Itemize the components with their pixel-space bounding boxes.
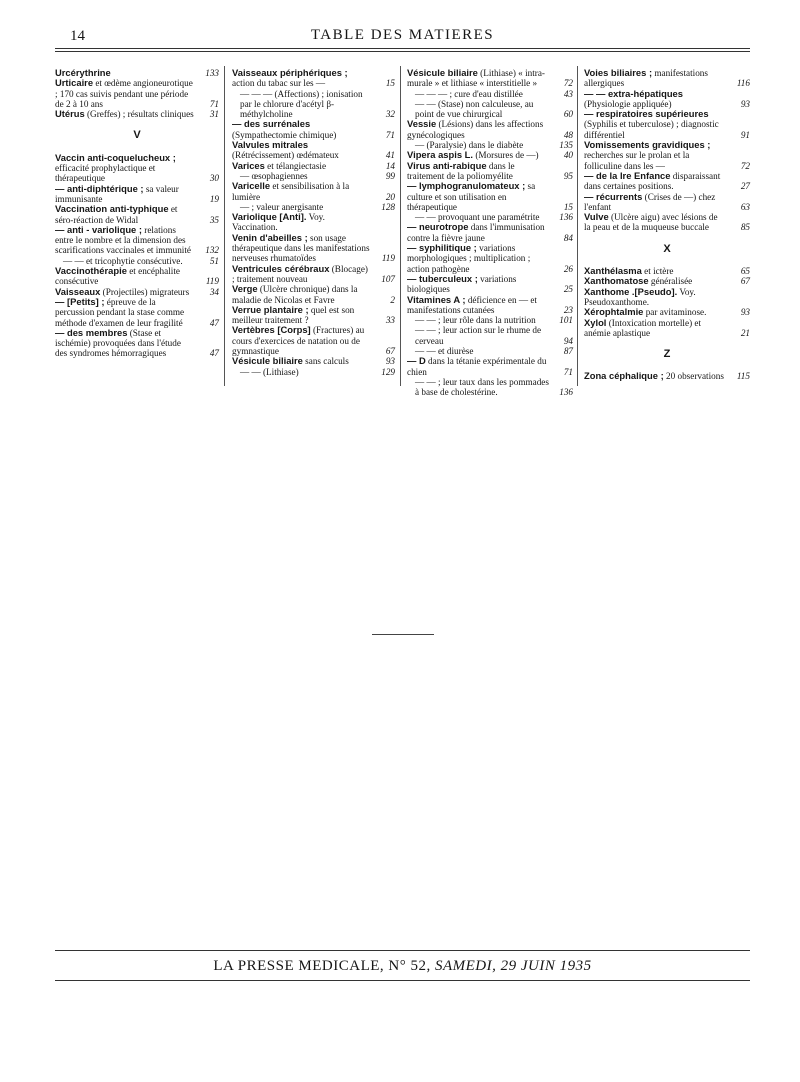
- entry-text: (Intoxication mortelle) et anémie aplastique: [584, 317, 702, 338]
- entry-headword: — anti - variolique ;: [55, 223, 142, 235]
- entry-page-number: 19: [209, 193, 219, 204]
- entry-page-number: 135: [559, 140, 573, 151]
- column-divider: [224, 66, 225, 386]
- entry-text: — œsophagiennes: [240, 170, 308, 181]
- index-column-2: [232, 68, 395, 377]
- entry-headword: Vaccination anti-typhique: [55, 203, 169, 215]
- entry-text: (Stase et ischémie) provoquées dans l'étude des syndromes hémorragiques: [55, 327, 181, 359]
- entry-page-number: 47: [209, 317, 219, 328]
- index-entry: [584, 192, 750, 213]
- index-entry: [55, 266, 219, 287]
- index-entry: [232, 181, 395, 202]
- index-entry: [55, 153, 219, 184]
- entry-headword: Vésicule biliaire: [407, 67, 478, 78]
- entry-headword: Varices: [232, 159, 265, 171]
- footer-date: SAMEDI, 29 JUIN 1935: [434, 958, 592, 974]
- entry-page-number: 2: [390, 294, 395, 305]
- entry-page-number: 32: [385, 109, 395, 120]
- entry-page-number: 133: [205, 68, 219, 78]
- entry-headword: Vaccinothérapie: [55, 265, 127, 277]
- column-divider: [400, 66, 401, 386]
- entry-page-number: 93: [385, 356, 395, 367]
- entry-headword: Verrue plantaire ;: [232, 303, 309, 315]
- entry-headword: — lymphogranulomateux ;: [407, 180, 526, 192]
- entry-text: — — ; leur rôle dans la nutrition: [415, 315, 536, 326]
- entry-text: — — — ; cure d'eau distillée: [415, 88, 523, 99]
- page-footer: [55, 958, 750, 975]
- entry-text: relations entre le nombre et la dimension des scarifications vaccinales et immunité: [55, 224, 191, 256]
- index-entry: [55, 78, 219, 109]
- entry-text: par avitaminose.: [645, 307, 707, 318]
- entry-headword: Urticaire: [55, 77, 94, 89]
- index-entry: [232, 305, 395, 326]
- entry-text: — — provoquant une paramétrite: [415, 212, 540, 223]
- index-column-3: [407, 68, 573, 398]
- entry-headword: Vitamines A ;: [407, 293, 466, 305]
- end-rule: [372, 634, 434, 635]
- index-entry: [407, 377, 573, 398]
- entry-text: généralisée: [650, 276, 693, 287]
- entry-text: dans l'immunisation contre la fièvre jaune: [407, 222, 545, 243]
- index-entry: [584, 109, 750, 140]
- entry-page-number: 35: [209, 214, 219, 225]
- index-entry: [584, 307, 750, 317]
- entry-text: dans la tétanie expérimentale du chien: [407, 356, 547, 377]
- entry-page-number: 84: [563, 232, 573, 243]
- entry-page-number: 119: [381, 253, 395, 264]
- entry-text: — — — (Affections) ; ionisation par le chlorure d'acétyl β-méthylcholine: [240, 88, 363, 120]
- index-entry: [232, 119, 395, 140]
- entry-page-number: 14: [385, 160, 395, 171]
- entry-page-number: 71: [209, 98, 219, 109]
- index-entry: [232, 264, 395, 285]
- entry-headword: — tuberculeux ;: [407, 272, 478, 284]
- entry-text: (Lésions) dans les affections gynécologiques: [407, 119, 544, 140]
- entry-text: efficacité prophylactique et thérapeutique: [55, 163, 156, 184]
- entry-page-number: 23: [563, 304, 573, 315]
- index-entry: [407, 315, 573, 325]
- entry-page-number: 34: [209, 286, 219, 297]
- entry-page-number: 72: [563, 78, 573, 89]
- entry-text: variations biologiques: [407, 273, 517, 295]
- entry-headword: Vaisseaux: [55, 285, 101, 297]
- entry-headword: Utérus: [55, 108, 85, 120]
- page-number: 14: [70, 28, 85, 44]
- entry-text: 20 observations: [666, 371, 724, 382]
- entry-text: sa valeur immunisante: [55, 183, 179, 204]
- index-columns: [55, 68, 750, 398]
- entry-page-number: 60: [563, 109, 573, 120]
- index-entry: [55, 204, 219, 225]
- page-title: TABLE DES MATIERES: [310, 27, 495, 43]
- entry-page-number: 93: [740, 307, 750, 318]
- entry-headword: — D: [407, 355, 426, 367]
- section-letter: V: [133, 129, 141, 142]
- entry-page-number: 30: [209, 173, 219, 184]
- entry-page-number: 93: [740, 98, 750, 109]
- entry-headword: — syphilitique ;: [407, 242, 477, 254]
- entry-text: — — et diurèse: [415, 346, 474, 357]
- footer-journal: LA PRESSE MEDICALE,: [213, 958, 385, 974]
- entry-page-number: 107: [381, 273, 395, 284]
- entry-headword: Vomissements gravidiques ;: [584, 139, 711, 151]
- entry-text: et séro-réaction de Widal: [55, 204, 178, 225]
- entry-headword: — — extra-hépatiques: [584, 87, 683, 99]
- entry-page-number: 95: [563, 170, 573, 181]
- index-entry: [584, 68, 750, 89]
- entry-page-number: 116: [736, 78, 750, 89]
- header-rule-bottom: [55, 51, 750, 52]
- entry-page-number: 132: [205, 245, 219, 256]
- entry-text: sans calculs: [305, 356, 349, 367]
- entry-page-number: 67: [740, 276, 750, 287]
- index-entry: [584, 89, 750, 110]
- index-entry: [407, 325, 573, 346]
- footer-rule: [55, 950, 750, 951]
- entry-text: et œdème angioneurotique ; 170 cas suivis pendant une période de 2 à 10 ans: [55, 78, 193, 109]
- entry-text: — — ; leur taux dans les pommades à base de cholestérine.: [415, 376, 549, 398]
- entry-text: (Blocage) ; traitement nouveau: [232, 263, 368, 284]
- index-entry: [584, 371, 750, 381]
- entry-text: manifestations allergiques: [584, 68, 708, 89]
- entry-headword: Xylol: [584, 316, 607, 328]
- entry-text: (Fractures) au cours d'exercices de natation ou de gymnastique: [232, 325, 365, 357]
- entry-headword: Zona céphalique ;: [584, 370, 664, 382]
- index-entry: [232, 212, 395, 233]
- column-divider: [577, 66, 578, 386]
- entry-page-number: 72: [740, 160, 750, 171]
- index-entry: [407, 356, 573, 377]
- index-entry: [584, 287, 750, 308]
- entry-text: Voy. Pseudoxanthome.: [584, 286, 696, 307]
- entry-page-number: 71: [385, 129, 395, 140]
- entry-page-number: 65: [740, 266, 750, 277]
- entry-text: — — et tricophytie consécutive.: [63, 255, 183, 266]
- entry-text: variations morphologiques ; multiplication ; action pathogène: [407, 243, 531, 274]
- entry-text: et encéphalite consécutive: [55, 266, 180, 287]
- entry-page-number: 85: [740, 222, 750, 233]
- entry-page-number: 48: [563, 129, 573, 140]
- entry-text: quel est son meilleur traitement ?: [232, 304, 355, 326]
- entry-headword: Verge: [232, 283, 258, 295]
- entry-headword: — respiratoires supérieures: [584, 108, 709, 120]
- entry-page-number: 136: [559, 212, 573, 223]
- section-letter: X: [663, 242, 671, 255]
- entry-page-number: 26: [563, 263, 573, 274]
- entry-page-number: 20: [385, 191, 395, 202]
- entry-text: et ictère: [644, 266, 674, 277]
- entry-headword: — de la Ire Enfance: [584, 169, 671, 181]
- entry-page-number: 51: [209, 255, 219, 266]
- entry-text: et télangiectasie: [267, 160, 327, 171]
- entry-text: (Sympathectomie chimique): [232, 129, 337, 140]
- entry-text: dans le traitement de la poliomyélite: [407, 160, 515, 181]
- entry-headword: — anti-diphtérique ;: [55, 182, 144, 194]
- index-column-4: [584, 68, 750, 382]
- index-entry: [55, 225, 219, 256]
- entry-text: — (Paralysie) dans le diabète: [415, 140, 524, 151]
- entry-headword: — des membres: [55, 326, 128, 338]
- entry-text: Voy. Vaccination.: [232, 212, 325, 233]
- index-entry: [232, 367, 395, 377]
- entry-headword: Virus anti-rabique: [407, 159, 487, 171]
- index-entry: [407, 274, 573, 295]
- entry-headword: Varicelle: [232, 180, 271, 192]
- entry-page-number: 47: [209, 348, 219, 359]
- entry-headword: — des surrénales: [232, 118, 311, 130]
- index-entry: [584, 318, 750, 339]
- index-entry: [55, 328, 219, 359]
- entry-text: (Projectiles) migrateurs: [102, 286, 190, 297]
- index-entry: [407, 119, 573, 140]
- entry-headword: Xanthomatose: [584, 275, 649, 287]
- index-entry: [407, 99, 573, 120]
- entry-text: (Ulcère aigu) avec lésions de la peau et de la muqueuse buccale: [584, 212, 718, 233]
- entry-text: épreuve de la percussion pendant la stase comme méthode d'examen de leur fragilité: [55, 296, 185, 328]
- index-entry: [55, 109, 219, 119]
- entry-text: action du tabac sur les —: [232, 78, 326, 89]
- index-entry: [407, 222, 573, 243]
- entry-text: (Syphilis et tuberculose) ; diagnostic différentiel: [584, 119, 719, 140]
- entry-page-number: 21: [740, 327, 750, 338]
- index-entry: [584, 140, 750, 171]
- section-letter: Z: [663, 348, 671, 361]
- entry-page-number: 128: [381, 201, 395, 212]
- entry-headword: — [Petits] ;: [55, 295, 105, 307]
- entry-page-number: 91: [740, 129, 750, 140]
- entry-page-number: 31: [209, 109, 219, 120]
- index-entry: [584, 212, 750, 233]
- entry-page-number: 25: [563, 284, 573, 295]
- entry-headword: Urcérythrine: [55, 67, 111, 78]
- entry-page-number: 101: [559, 315, 573, 326]
- entry-page-number: 33: [385, 315, 395, 326]
- index-entry: [407, 181, 573, 212]
- entry-text: (Rétrécissement) œdémateux: [232, 150, 339, 161]
- entry-page-number: 27: [740, 181, 750, 192]
- entry-page-number: 136: [559, 387, 573, 398]
- entry-headword: Variolique [Anti].: [232, 211, 307, 223]
- entry-headword: — neurotrope: [407, 221, 469, 233]
- index-entry: [232, 89, 395, 120]
- index-entry: [407, 295, 573, 316]
- entry-headword: Xanthélasma: [584, 265, 642, 277]
- index-entry: [407, 68, 573, 89]
- entry-headword: Voies biliaires ;: [584, 67, 653, 78]
- entry-text: (Morsures de —): [475, 150, 539, 161]
- entry-text: — ; valeur anergisante: [240, 201, 324, 212]
- entry-headword: Vessie: [407, 118, 437, 130]
- entry-page-number: 15: [385, 78, 395, 89]
- index-entry: [407, 346, 573, 356]
- entry-text: et sensibilisation à la lumière: [232, 181, 350, 202]
- entry-page-number: 99: [385, 170, 395, 181]
- index-entry: [232, 356, 395, 366]
- page-header: [55, 24, 750, 46]
- index-entry: [407, 161, 573, 182]
- entry-page-number: 63: [740, 201, 750, 212]
- entry-text: (Physiologie appliquée): [584, 98, 672, 109]
- entry-headword: Venin d'abeilles ;: [232, 231, 308, 243]
- entry-text: disparaissant dans certaines positions.: [584, 170, 721, 192]
- entry-headword: Valvules mitrales: [232, 139, 309, 151]
- entry-page-number: 40: [563, 150, 573, 161]
- entry-page-number: 115: [736, 371, 750, 382]
- entry-text: — — (Lithiase): [240, 366, 299, 377]
- entry-page-number: 43: [563, 88, 573, 99]
- entry-page-number: 67: [385, 346, 395, 357]
- entry-headword: Xérophtalmie: [584, 306, 644, 318]
- footer-rule-bottom: [55, 980, 750, 981]
- entry-text: son usage thérapeutique dans les manifestations nerveuses rhumatoïdes: [232, 232, 370, 264]
- footer-number: N° 52,: [388, 958, 431, 974]
- entry-page-number: 129: [381, 366, 395, 377]
- index-entry: [232, 140, 395, 161]
- index-entry: [232, 161, 395, 171]
- entry-headword: Xanthome .[Pseudo].: [584, 285, 678, 297]
- entry-page-number: 15: [563, 201, 573, 212]
- entry-text: (Greffes) ; résultats cliniques: [87, 109, 194, 120]
- index-entry: [584, 171, 750, 192]
- entry-headword: — récurrents: [584, 190, 643, 202]
- entry-headword: Vertèbres [Corps]: [232, 324, 311, 336]
- entry-text: sa culture et son utilisation en thérapeutique: [407, 181, 536, 212]
- index-entry: [55, 184, 219, 205]
- entry-text: (Crises de —) chez l'enfant: [584, 191, 716, 212]
- entry-page-number: 94: [563, 335, 573, 346]
- entry-page-number: 41: [385, 150, 395, 161]
- entry-text: (Lithiase) « intra-murale » et lithiase « interstitielle »: [407, 68, 545, 89]
- index-entry: [407, 243, 573, 274]
- index-entry: [55, 297, 219, 328]
- entry-page-number: 119: [205, 276, 219, 287]
- index-column-1: [55, 68, 219, 359]
- entry-headword: Vaisseaux périphériques ;: [232, 67, 348, 78]
- entry-headword: Ventricules cérébraux: [232, 262, 330, 274]
- entry-text: déficience en — et manifestations cutanées: [407, 294, 537, 315]
- index-entry: [232, 233, 395, 264]
- entry-headword: Vésicule biliaire: [232, 355, 303, 367]
- entry-text: recherches sur le prolan et la folliculine dans les —: [584, 150, 690, 171]
- entry-headword: Vulve: [584, 211, 609, 223]
- entry-page-number: 87: [563, 346, 573, 357]
- entry-page-number: 71: [563, 366, 573, 377]
- index-entry: [407, 89, 573, 99]
- entry-headword: Vaccin anti-coquelucheux ;: [55, 151, 176, 163]
- entry-text: — — ; leur action sur le rhume de cerveau: [415, 325, 542, 346]
- entry-text: — — (Stase) non calculeuse, au point de vue chirurgical: [415, 98, 534, 120]
- header-rule-top: [55, 48, 750, 49]
- index-entry: [232, 68, 395, 89]
- index-entry: [232, 284, 395, 305]
- entry-headword: Vipera aspis L.: [407, 149, 474, 161]
- entry-text: (Ulcère chronique) dans la maladie de Nicolas et Favre: [232, 284, 358, 305]
- index-entry: [232, 325, 395, 356]
